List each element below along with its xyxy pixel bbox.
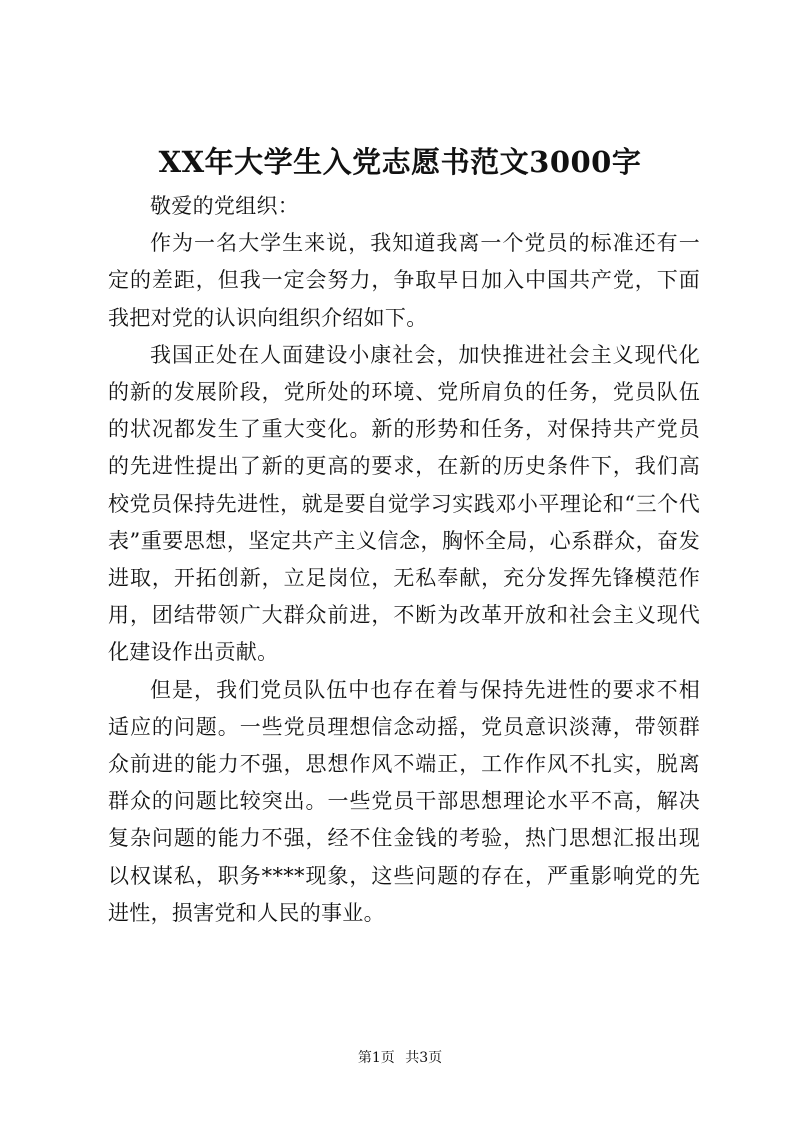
- page-total: 共3页: [405, 1050, 443, 1066]
- document-title: XX年大学生入党志愿书范文3000字: [158, 145, 642, 179]
- page-number: 第1页: [357, 1050, 395, 1066]
- paragraph: 作为一名大学生来说，我知道我离一个党员的标准还有一定的差距，但我一定会努力，争取早日加入中国共产党，下面我把对党的认识向组织介绍如下。: [108, 231, 700, 330]
- salutation: 敬爱的党组织：: [150, 194, 300, 218]
- paragraph: 我国正处在人面建设小康社会，加快推进社会主义现代化的新的发展阶段，党所处的环境、党所肩负的任务，党员队伍的状况都发生了重大变化。新的形势和任务，对保持共产党员的先进性提出了新的更高的要求，在新的历史条件下，我们高校党员保持先进性，就是要自觉学习实践邓小平理论和“三个代表”重要思想，坚定共产主义信念，胸怀全局，心系群众，奋发进取，开拓创新，立足岗位，无私奉献，充分发挥先锋模范作用，团结带领广大群众前进，不断为改革开放和社会主义现代化建设作出贡献。: [108, 342, 700, 665]
- page-footer: [0, 1048, 800, 1068]
- paragraph: 但是，我们党员队伍中也存在着与保持先进性的要求不相适应的问题。一些党员理想信念动摇，党员意识淡薄，带领群众前进的能力不强，思想作风不端正，工作作风不扎实，脱离群众的问题比较突出。一些党员干部思想理论水平不高，解决复杂问题的能力不强，经不住金钱的考验，热门思想汇报出现以权谋私，职务****现象，这些问题的存在，严重影响党的先进性，损害党和人民的事业。: [108, 677, 700, 925]
- document-body: [108, 188, 700, 932]
